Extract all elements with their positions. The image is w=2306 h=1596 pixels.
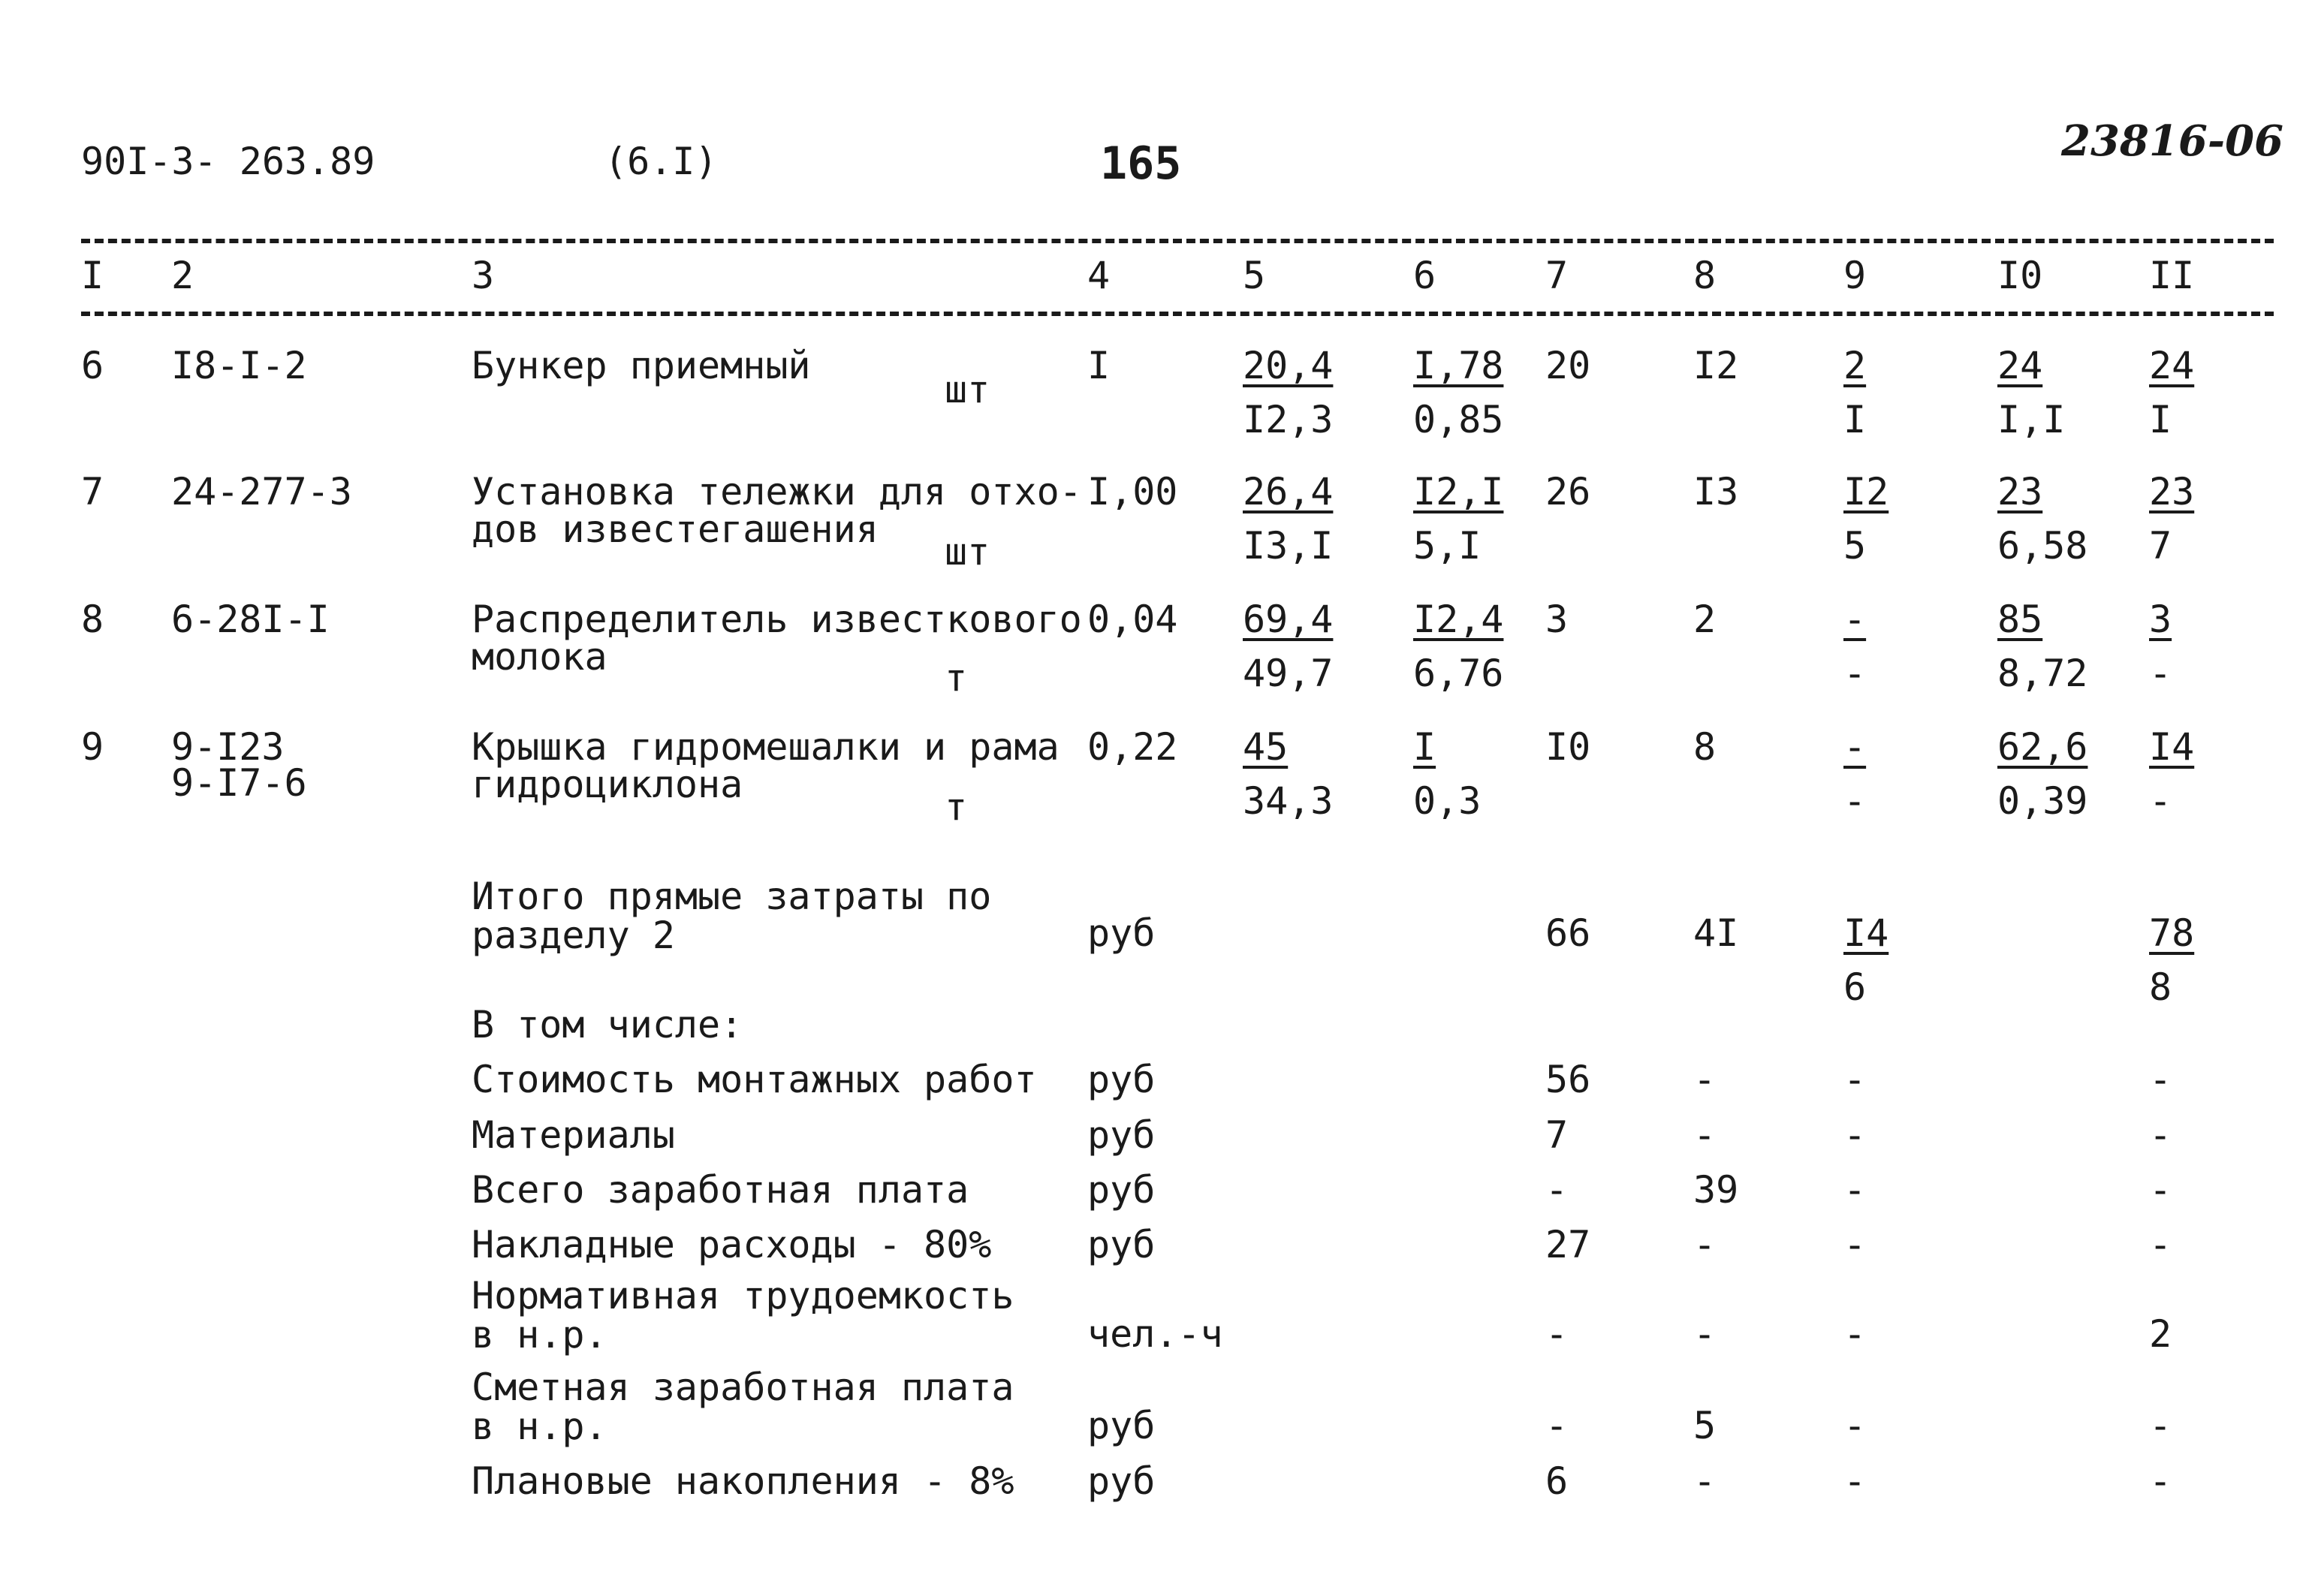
item-name-continued: молока (472, 635, 607, 679)
summary-item-label: Накладные расходы - 80% (472, 1223, 992, 1266)
total-unit: руб (1087, 911, 1156, 955)
col10-fraction (1997, 725, 2109, 823)
col7-value: 20 (1545, 344, 1591, 387)
col5-fraction (1243, 598, 1354, 695)
total-col11-fraction (2149, 911, 2215, 1009)
item-name: Распределитель известкового (472, 598, 1082, 641)
table-header-bottom-rule (81, 312, 2274, 316)
column-number: II (2149, 254, 2195, 297)
column-number: 2 (171, 254, 194, 297)
fraction-top: 62,6 (1997, 725, 2088, 769)
col6-fraction (1413, 470, 1524, 568)
fraction-bottom: 5 (1843, 524, 1867, 568)
total-label: Итого прямые затраты по разделу 2 (472, 875, 992, 957)
summary-item-col9: - (1843, 1223, 1867, 1266)
summary-item-col7: 27 (1545, 1223, 1591, 1266)
fraction-top: 3 (2149, 598, 2172, 641)
norm-code: 6-28I-I (171, 598, 330, 641)
summary-item-label: Нормативная трудоемкость в н.р. (472, 1274, 1014, 1357)
summary-item-col7: 56 (1545, 1058, 1591, 1101)
fraction-bottom: 49,7 (1243, 652, 1334, 695)
page-number: 165 (1100, 137, 1182, 190)
summary-item-col9: - (1843, 1058, 1867, 1101)
fraction-bottom: - (2149, 779, 2172, 823)
col10-fraction (1997, 344, 2066, 441)
section-number: (6.I) (604, 140, 718, 183)
fraction-bottom: I2,3 (1243, 398, 1334, 441)
fraction-top: - (1843, 725, 1867, 769)
item-quantity: 0,04 (1087, 598, 1178, 641)
summary-item-col8: - (1693, 1113, 1717, 1157)
fraction-bottom: I,I (1997, 398, 2066, 441)
col6-fraction (1413, 725, 1482, 823)
col10-fraction (1997, 470, 2088, 568)
fraction-bottom: 7 (2149, 524, 2172, 568)
summary-item-col7: 7 (1545, 1113, 1569, 1157)
fraction-bottom: 6,58 (1997, 524, 2088, 568)
summary-item-col11: - (2149, 1168, 2172, 1212)
col9-fraction (1843, 598, 1887, 695)
total-col8: 4I (1693, 911, 1739, 955)
item-unit: шт (945, 368, 990, 411)
col5-fraction (1243, 725, 1334, 823)
fraction-bottom: 34,3 (1243, 779, 1334, 823)
summary-item-label: Всего заработная плата (472, 1168, 969, 1212)
fraction-bottom: 0,85 (1413, 398, 1504, 441)
row-number: 8 (81, 598, 104, 641)
item-quantity: 0,22 (1087, 725, 1178, 769)
col7-value: I0 (1545, 725, 1591, 769)
fraction-top: - (1843, 598, 1867, 641)
item-quantity: I (1087, 344, 1111, 387)
total-col7: 66 (1545, 911, 1591, 955)
column-number: 5 (1243, 254, 1266, 297)
col9-fraction (1843, 344, 1887, 441)
norm-code: 9-I23 (171, 725, 285, 769)
summary-item-col7: 6 (1545, 1459, 1569, 1503)
col6-fraction (1413, 344, 1524, 441)
col11-fraction (2149, 725, 2215, 823)
col5-fraction (1243, 470, 1354, 568)
column-number: I0 (1997, 254, 2043, 297)
fraction-bottom: I3,I (1243, 524, 1334, 568)
fraction-top: 24 (2149, 344, 2195, 387)
summary-item-col8: - (1693, 1312, 1717, 1356)
fraction-top: I4 (1843, 911, 1889, 955)
fraction-bottom: 5,I (1413, 524, 1482, 568)
item-name: Бункер приемный (472, 344, 811, 387)
item-unit: т (945, 785, 968, 829)
summary-item-col7: - (1545, 1404, 1569, 1447)
fraction-bottom: 8 (2149, 965, 2172, 1009)
fraction-bottom: I (2149, 398, 2172, 441)
col8-value: I3 (1693, 470, 1739, 513)
fraction-bottom: 0,3 (1413, 779, 1482, 823)
fraction-top: I4 (2149, 725, 2195, 769)
row-number: 7 (81, 470, 104, 513)
fraction-top: 69,4 (1243, 598, 1334, 641)
summary-item-col8: - (1693, 1058, 1717, 1101)
col11-fraction (2149, 470, 2215, 568)
col11-fraction (2149, 598, 2193, 695)
col7-value: 26 (1545, 470, 1591, 513)
row-number: 9 (81, 725, 104, 769)
fraction-top: 2 (1843, 344, 1867, 387)
summary-item-col9: - (1843, 1168, 1867, 1212)
norm-code: 24-277-3 (171, 470, 352, 513)
document-code: 90I-3- 263.89 (81, 140, 375, 183)
fraction-top: 26,4 (1243, 470, 1334, 513)
summary-item-col9: - (1843, 1404, 1867, 1447)
fraction-bottom: 6 (1843, 965, 1867, 1009)
item-quantity: I,00 (1087, 470, 1178, 513)
fraction-top: 78 (2149, 911, 2195, 955)
fraction-bottom: 6,76 (1413, 652, 1504, 695)
column-number: 6 (1413, 254, 1436, 297)
norm-code-continued: 9-I7-6 (171, 761, 307, 805)
col11-fraction (2149, 344, 2215, 441)
item-name-continued: дов известегашения (472, 507, 879, 551)
col8-value: 2 (1693, 598, 1717, 641)
fraction-bottom: 0,39 (1997, 779, 2088, 823)
norm-code: I8-I-2 (171, 344, 307, 387)
fraction-top: 45 (1243, 725, 1289, 769)
fraction-top: I,78 (1413, 344, 1504, 387)
fraction-top: I (1413, 725, 1436, 769)
item-name-continued: гидроциклона (472, 763, 743, 806)
fraction-top: 23 (1997, 470, 2043, 513)
summary-item-col9: - (1843, 1312, 1867, 1356)
summary-item-col11: - (2149, 1459, 2172, 1503)
column-number: 9 (1843, 254, 1867, 297)
col8-value: I2 (1693, 344, 1739, 387)
item-name: Крышка гидромешалки и рама (472, 725, 1060, 769)
summary-item-col9: - (1843, 1113, 1867, 1157)
table-top-rule (81, 239, 2274, 243)
item-name: Установка тележки для отхо- (472, 470, 1082, 513)
including-label: В том числе: (472, 1003, 743, 1046)
row-number: 6 (81, 344, 104, 387)
column-number: 3 (472, 254, 495, 297)
column-number: 4 (1087, 254, 1111, 297)
fraction-top: 20,4 (1243, 344, 1334, 387)
summary-item-col7: - (1545, 1168, 1569, 1212)
summary-item-col11: - (2149, 1404, 2172, 1447)
summary-item-col11: - (2149, 1113, 2172, 1157)
summary-item-unit: руб (1087, 1113, 1156, 1157)
fraction-top: 24 (1997, 344, 2043, 387)
summary-item-label: Плановые накопления - 8% (472, 1459, 1014, 1503)
summary-item-label: Сметная заработная плата в н.р. (472, 1366, 1014, 1448)
fraction-bottom: I (1843, 398, 1867, 441)
summary-item-col9: - (1843, 1459, 1867, 1503)
summary-item-unit: руб (1087, 1404, 1156, 1447)
summary-item-label: Стоимость монтажных работ (472, 1058, 1037, 1101)
fraction-bottom: - (2149, 652, 2172, 695)
summary-item-col8: 5 (1693, 1404, 1717, 1447)
fraction-top: I2,I (1413, 470, 1504, 513)
summary-item-unit: чел.-ч (1087, 1312, 1223, 1356)
item-unit: т (945, 656, 968, 700)
total-col9-fraction (1843, 911, 1910, 1009)
fraction-top: 23 (2149, 470, 2195, 513)
col9-fraction (1843, 470, 1910, 568)
item-unit: шт (945, 530, 990, 574)
col6-fraction (1413, 598, 1524, 695)
summary-item-col7: - (1545, 1312, 1569, 1356)
summary-item-col8: - (1693, 1223, 1717, 1266)
summary-item-col11: - (2149, 1223, 2172, 1266)
col10-fraction (1997, 598, 2088, 695)
fraction-top: 85 (1997, 598, 2043, 641)
summary-item-col11: - (2149, 1058, 2172, 1101)
summary-item-label: Материалы (472, 1113, 675, 1157)
col8-value: 8 (1693, 725, 1717, 769)
col7-value: 3 (1545, 598, 1569, 641)
fraction-bottom: 8,72 (1997, 652, 2088, 695)
fraction-top: I2,4 (1413, 598, 1504, 641)
summary-item-unit: руб (1087, 1223, 1156, 1266)
col9-fraction (1843, 725, 1887, 823)
handwritten-archive-number: 23816-06 (2061, 116, 2283, 166)
column-number: 8 (1693, 254, 1717, 297)
fraction-bottom: - (1843, 779, 1867, 823)
column-number: I (81, 254, 104, 297)
summary-item-col11: 2 (2149, 1312, 2172, 1356)
fraction-bottom: - (1843, 652, 1867, 695)
summary-item-unit: руб (1087, 1168, 1156, 1212)
column-number: 7 (1545, 254, 1569, 297)
summary-item-col8: 39 (1693, 1168, 1739, 1212)
summary-item-unit: руб (1087, 1459, 1156, 1503)
summary-item-unit: руб (1087, 1058, 1156, 1101)
fraction-top: I2 (1843, 470, 1889, 513)
col5-fraction (1243, 344, 1354, 441)
summary-item-col8: - (1693, 1459, 1717, 1503)
